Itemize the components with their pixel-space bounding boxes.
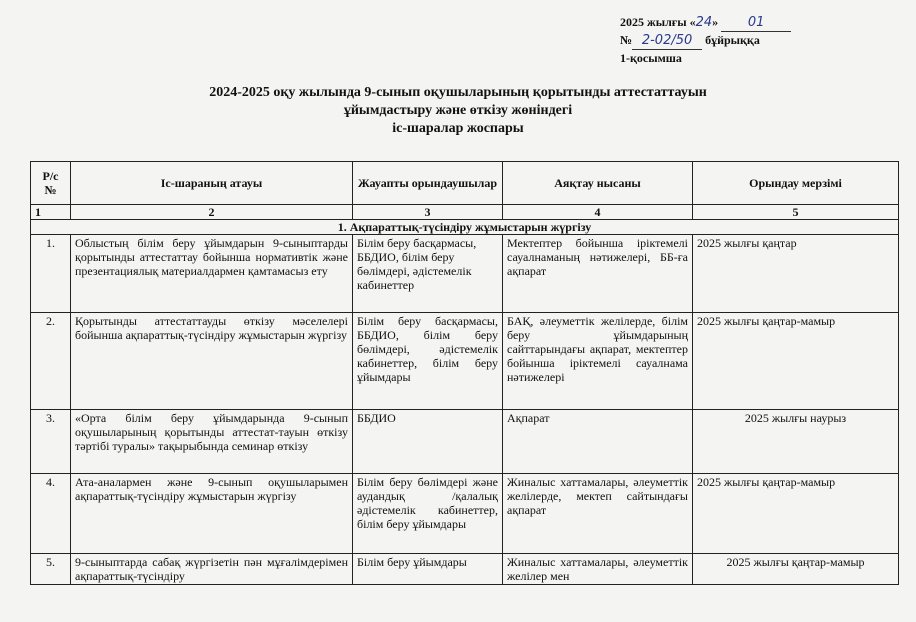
table-row	[31, 410, 899, 474]
header-completion-form: Аяқтау нысаны	[503, 162, 693, 205]
header-responsible: Жауапты орындаушылар	[353, 162, 503, 205]
document-title	[0, 84, 916, 138]
header-index: Р/с №	[31, 162, 71, 205]
activities-table	[30, 161, 899, 585]
order-reference-block	[620, 14, 791, 67]
row-completion-form: БАҚ, әлеуметтік желілерде, білім беру ұйымдарының сайттарындағы ақпарат, мектептер бойынша іріктемелі сауалнама нәтижелері	[503, 313, 693, 410]
handwritten-month: 01	[721, 14, 791, 32]
row-index: 1.	[31, 235, 71, 313]
close-quote: »	[712, 15, 719, 29]
row-completion-form: Мектептер бойынша іріктемелі сауалнаманың нәтижелері, ББ-ға ақпарат	[503, 235, 693, 313]
section-row	[31, 220, 899, 235]
year-prefix: 2025 жылғы «	[620, 15, 696, 29]
column-number: 1	[31, 205, 71, 220]
row-activity: Облыстың білім беру ұйымдарын 9-сыныптарды қорытынды аттестаттау бойынша нормативтік және презентациялық материалдармен қамтамасыз ету	[71, 235, 353, 313]
row-index: 2.	[31, 313, 71, 410]
column-number: 4	[503, 205, 693, 220]
header-deadline: Орындау мерзімі	[693, 162, 899, 205]
handwritten-day: 24	[695, 15, 713, 30]
row-completion-form: Ақпарат	[503, 410, 693, 474]
row-responsible: Білім беру басқармасы, ББДИО, білім беру бөлімдері, әдістемелік кабинеттер, білім беру ұйымдары	[353, 313, 503, 410]
table-row	[31, 554, 899, 585]
title-line-1: 2024-2025 оқу жылында 9-сынып оқушыларының қорытынды аттестаттауын	[209, 85, 707, 100]
header-activity: Іс-шараның атауы	[71, 162, 353, 205]
appendix-label: 1-қосымша	[620, 51, 682, 65]
row-responsible: Білім беру басқармасы, ББДИО, білім беру бөлімдері, әдістемелік кабинеттер	[353, 235, 503, 313]
column-number: 3	[353, 205, 503, 220]
row-activity: «Орта білім беру ұйымдарында 9-сынып оқушыларының қорытынды аттестат-тауын өткізу тәртібі туралы» тақырыбында семинар өткізу	[71, 410, 353, 474]
row-activity: Ата-аналармен және 9-сынып оқушыларымен ақпараттық-түсіндіру жұмыстарын жүргізу	[71, 474, 353, 554]
section-title: 1. Ақпараттық-түсіндіру жұмыстарын жүргізу	[31, 220, 899, 235]
table-header-row	[31, 162, 899, 205]
row-deadline: 2025 жылғы қаңтар-мамыр	[693, 474, 899, 554]
table-row	[31, 313, 899, 410]
row-deadline: 2025 жылғы қаңтар-мамыр	[693, 313, 899, 410]
table-row	[31, 474, 899, 554]
handwritten-order-number: 2-02/50	[632, 32, 702, 50]
row-index: 3.	[31, 410, 71, 474]
column-number: 2	[71, 205, 353, 220]
row-deadline: 2025 жылғы қаңтар	[693, 235, 899, 313]
order-suffix: бұйрыққа	[705, 33, 760, 47]
column-number-row	[31, 205, 899, 220]
row-deadline: 2025 жылғы қаңтар-мамыр	[693, 554, 899, 585]
row-responsible: ББДИО	[353, 410, 503, 474]
title-line-2: ұйымдастыру және өткізу жөніндегі	[343, 103, 573, 118]
row-completion-form: Жиналыс хаттамалары, әлеуметтік желілер мен	[503, 554, 693, 585]
order-date-line	[620, 14, 791, 32]
column-number: 5	[693, 205, 899, 220]
title-line-3: іс-шаралар жоспары	[392, 121, 524, 136]
number-prefix: №	[620, 33, 633, 47]
row-responsible: Білім беру ұйымдары	[353, 554, 503, 585]
row-responsible: Білім беру бөлімдері және аудандық /қалалық әдістемелік кабинеттер, білім беру ұйымдары	[353, 474, 503, 554]
row-activity: Қорытынды аттестаттауды өткізу мәселелері бойынша ақпараттық-түсіндіру жұмыстарын жүргізу	[71, 313, 353, 410]
row-index: 4.	[31, 474, 71, 554]
row-index: 5.	[31, 554, 71, 585]
row-activity: 9-сыныптарда сабақ жүргізетін пән мұғалімдерімен ақпараттық-түсіндіру	[71, 554, 353, 585]
order-number-line	[620, 32, 791, 50]
row-completion-form: Жиналыс хаттамалары, әлеуметтік желілерде, мектеп сайтындағы ақпарат	[503, 474, 693, 554]
table-row	[31, 235, 899, 313]
row-deadline: 2025 жылғы наурыз	[693, 410, 899, 474]
